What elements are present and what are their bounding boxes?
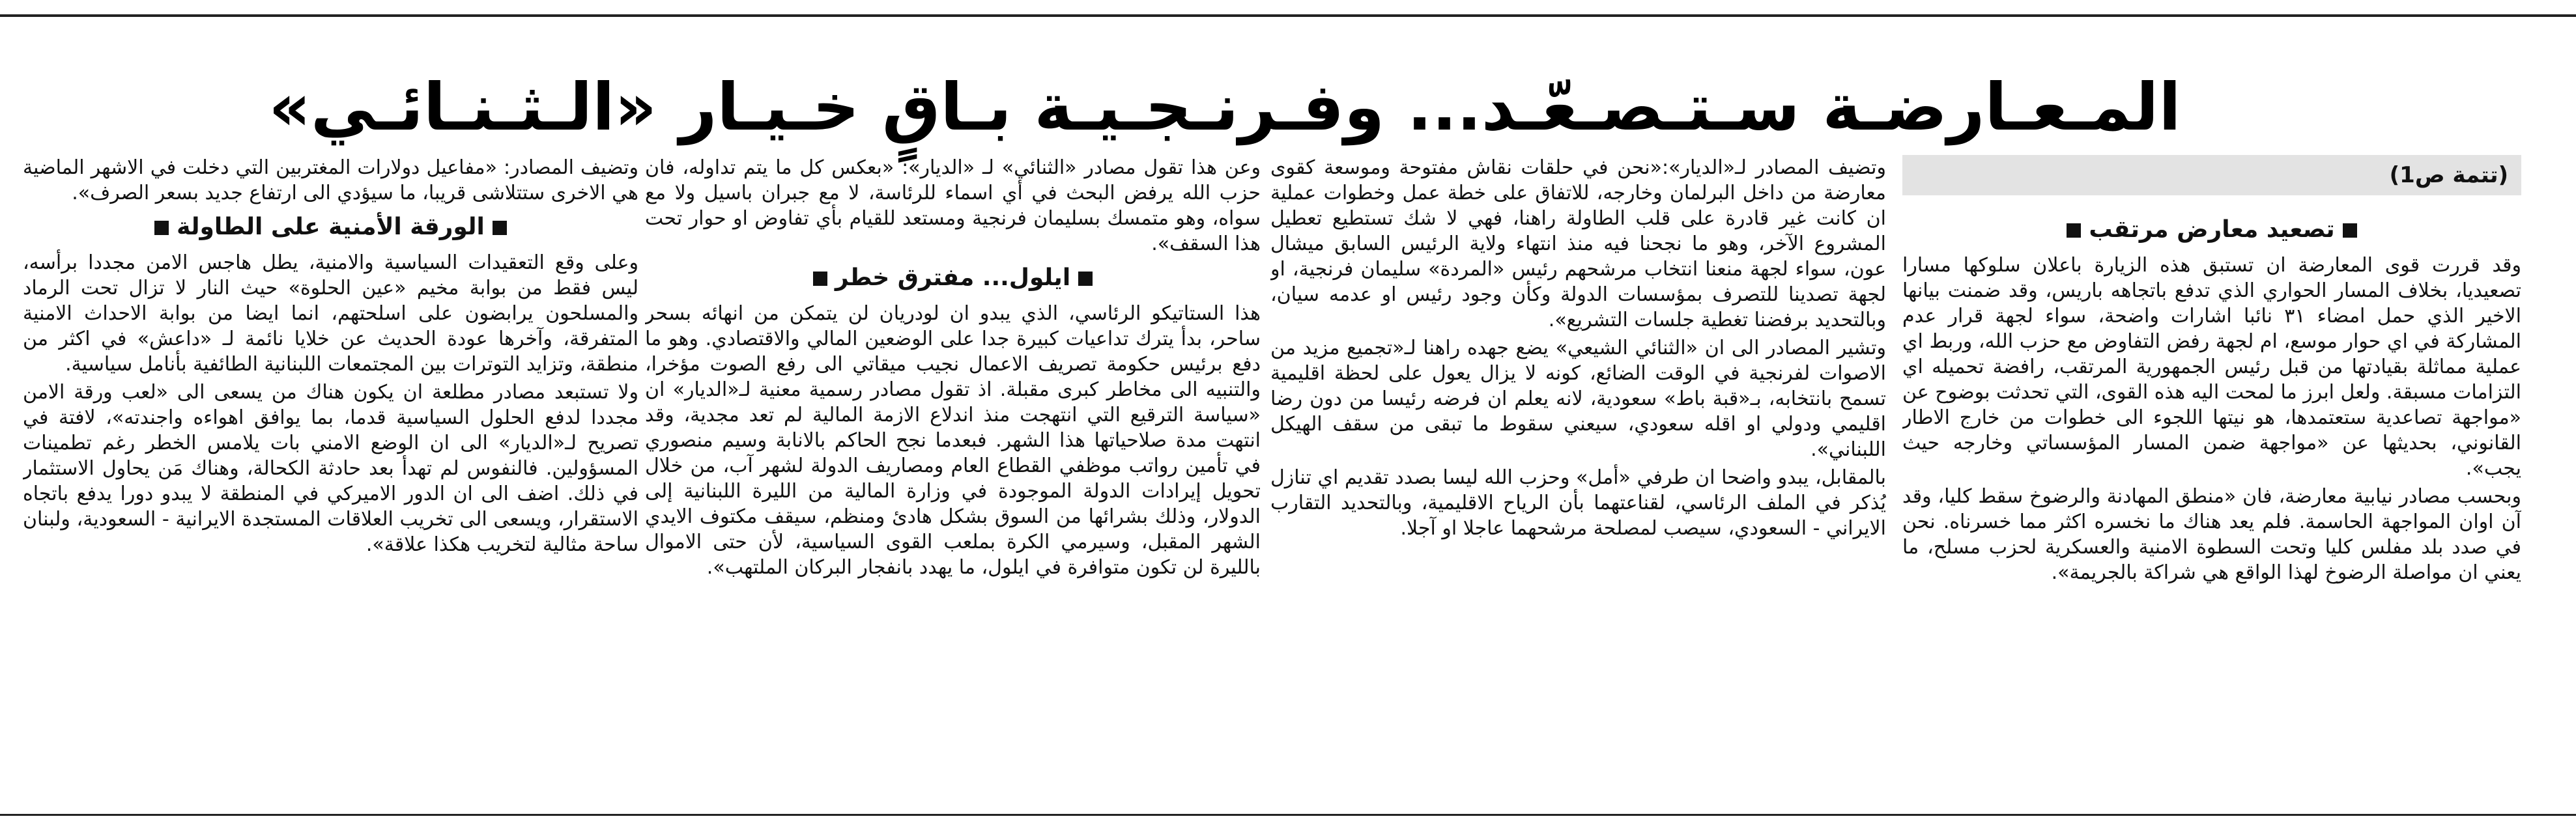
column-4 [23, 155, 638, 806]
section-heading-text: الورقة الأمنية على الطاولة [177, 214, 485, 240]
section-heading-september [645, 260, 1261, 296]
paragraph: وبحسب مصادر نيابية معارضة، فان «منطق المهادنة والرضوخ سقط كليا، وقد آن اوان المواجهة الحاسمة. فلم يعد هناك ما نخسره اكثر مما خسرناه. نحن في صدد بلد مفلس كليا وتحت السطوة الامنية والعسكرية لحزب مسلح، ما يعني ان مواصلة الرضوخ لهذا الواقع هي شراكة بالجريمة». [1902, 485, 2521, 584]
paragraph: هذا الستاتيكو الرئاسي، الذي يبدو ان لودريان لن يتمكن من انهائه بسحر ساحر، بدأ يترك تداعيات كبيرة جدا على الوضعين المالي والاقتصادي. وهو ما دفع برئيس حكومة تصريف الاعمال نجيب ميقاتي الى رفع الصوت مؤخرا، والتنبيه الى مخاطر كبرى مقبلة. اذ تقول مصادر رسمية معنية لـ«الديار» ان «سياسة الترقيع التي انتهجت منذ اندلاع الازمة المالية لم تعد مجدية، وقد انتهت مدة صلاحياتها هذا الشهر. فبعدما نجح الحاكم بالانابة وسيم منصوري في تأمين رواتب موظفي القطاع العام ومصاريف الدولة لشهر آب، من خلال تحويل إيرادات الدولة الموجودة في وزارة المالية من الليرة اللبنانية إلى الدولار، وذلك بشرائها من السوق بشكل هادئ ومنظم، سيقف مكتوف الايدي الشهر المقبل، وسيرمي الكرة بملعب القوى السياسية، لأن حتى الاموال بالليرة لن تكون متوافرة في ايلول، ما يهدد بانفجار البركان الملتهب». [645, 302, 1261, 579]
article-headline: المـعـارضـة سـتـصـعّـد... وفـرنـجـيـة بـاقٍ خـيـار «الـثـنـائـي» [268, 69, 2181, 145]
continuation-label: (تتمة ص1) [1902, 155, 2521, 195]
square-bullet-icon [493, 221, 507, 235]
square-bullet-icon [1078, 272, 1093, 286]
section-heading-security [23, 210, 638, 245]
square-bullet-icon [2067, 223, 2081, 238]
square-bullet-icon [154, 221, 169, 235]
paragraph: وتضيف المصادر لـ«الديار»:«نحن في حلقات نقاش مفتوحة وموسعة كقوى معارضة من داخل البرلمان وخارجه، للاتفاق على خطة عمل وخطوات عملية ان كانت غير قادرة على قلب الطاولة راهنا، فهي لا شك تستطيع تعطيل المشروع الآخر، وهو ما نجحنا فيه منذ انتهاء ولاية الرئيس السابق ميشال عون، سواء لجهة منعنا انتخاب مرشحهم رئيس «المردة» سليمان فرنجية، او لجهة تصدينا للتصرف بمؤسسات الدولة وكأن وجود رئيس او عدمه سيان، وبالتحديد برفضنا تغطية جلسات التشريع». [1270, 156, 1886, 331]
column-3 [645, 155, 1261, 806]
section-heading-text: تصعيد معارض مرتقب [2089, 216, 2335, 243]
column-2 [1270, 155, 1886, 806]
paragraph: وعلى وقع التعقيدات السياسية والامنية، يطل هاجس الامن مجددا برأسه، ليس فقط من بوابة مخيم «عين الحلوة» حيث النار لا تزال تحت الرماد والمسلحون يرابضون على اسلحتهم، انما ايضا من بوابة الاحداث الامنية المتفرقة، وآخرها عودة الحديث عن خلايا نائمة لـ «داعش» في اكثر من منطقة، وتزايد التوترات بين المجتمعات اللبنانية الطائفية بأنامل سياسية. [23, 251, 638, 376]
square-bullet-icon [813, 272, 827, 286]
section-heading-escalation [1902, 212, 2521, 247]
bottom-rule [0, 814, 2576, 816]
paragraph: ولا تستبعد مصادر مطلعة ان يكون هناك من يسعى الى «لعب ورقة الامن مجددا لدفع الحلول السياسية قدما، بما يوافق اهواءه واجندته»، لافتة في تصريح لـ«الديار» الى ان الوضع الامني بات يلامس الخطر رغم تطمينات المسؤولين. فالنفوس لم تهدأ بعد حادثة الكحالة، وهناك مَن يحاول الاستثمار في ذلك. اضف الى ان الدور الاميركي في المنطقة لا يبدو دورا يدفع باتجاه الاستقرار، ويسعى الى تخريب العلاقات المستجدة الايرانية - السعودية، ولبنان ساحة مثالية لتخريب هكذا علاقة». [23, 381, 638, 556]
paragraph: وتضيف المصادر: «مفاعيل دولارات المغتربين التي دخلت في الاشهر الماضية هي الاخرى ستتلاشى قريبا، ما سيؤدي الى ارتفاع جديد بسعر الصرف». [23, 156, 638, 204]
square-bullet-icon [2343, 223, 2357, 238]
paragraph: بالمقابل، يبدو واضحا ان طرفي «أمل» وحزب الله ليسا بصدد تقديم اي تنازل يُذكر في الملف الرئاسي، لقناعتهما بأن الرياح الاقليمية، وبالتحديد التقارب الايراني - السعودي، سيصب لمصلحة مرشحهما عاجلا او آجلا. [1270, 466, 1886, 540]
column-1 [1902, 155, 2521, 806]
paragraph: وقد قررت قوى المعارضة ان تستبق هذه الزيارة باعلان سلوكها مسارا تصعيديا، بخلاف المسار الحواري الذي تدفع باتجاهه باريس، وقد ضمنت بيانها الاخير الذي حمل امضاء ٣١ نائبا اشارات واضحة، سواء لجهة قرار عدم المشاركة في اي حوار موسع، ام لجهة رفض التفاوض مع حزب الله، وربط اي عملية مماثلة بقيادتها من قبل رئيس الجمهورية المرتقب، رافضة تحميله اي التزامات مسبقة. ولعل ابرز ما لمحت اليه هذه القوى، التي تحدثت بوضوح عن «مواجهة تصاعدية ستعتمدها، هو نيتها اللجوء الى خطوات من خارج الاطار القانوني، بحديثها عن «مواجهة ضمن المسار المؤسساتي وخارجه حيث يجب». [1902, 254, 2521, 480]
top-rule [0, 14, 2576, 17]
paragraph: وعن هذا تقول مصادر «الثنائي» لـ «الديار»: «بعكس كل ما يتم تداوله، فان حزب الله يرفض البحث في أي اسماء للرئاسة، لا مع جبران باسيل ولا مع سواه، وهو متمسك بسليمان فرنجية ومستعد للقيام بأي تفاوض او حوار تحت هذا السقف». [645, 156, 1261, 255]
paragraph: وتشير المصادر الى ان «الثنائي الشيعي» يضع جهده راهنا لـ«تجميع مزيد من الاصوات لفرنجية في الوقت الضائع، كونه لا يزال يعول على لحظة اقليمية تسمح بانتخابه، بـ«قبة باط» سعودية، لانه يعلم ان فرضه رئيسا من دون رضا اقليمي ودولي او اقله سعودي، سيعني سقوط ما تبقى من سقف الهيكل اللبناني». [1270, 337, 1886, 461]
section-heading-text: ايلول... مفترق خطر [835, 264, 1071, 291]
